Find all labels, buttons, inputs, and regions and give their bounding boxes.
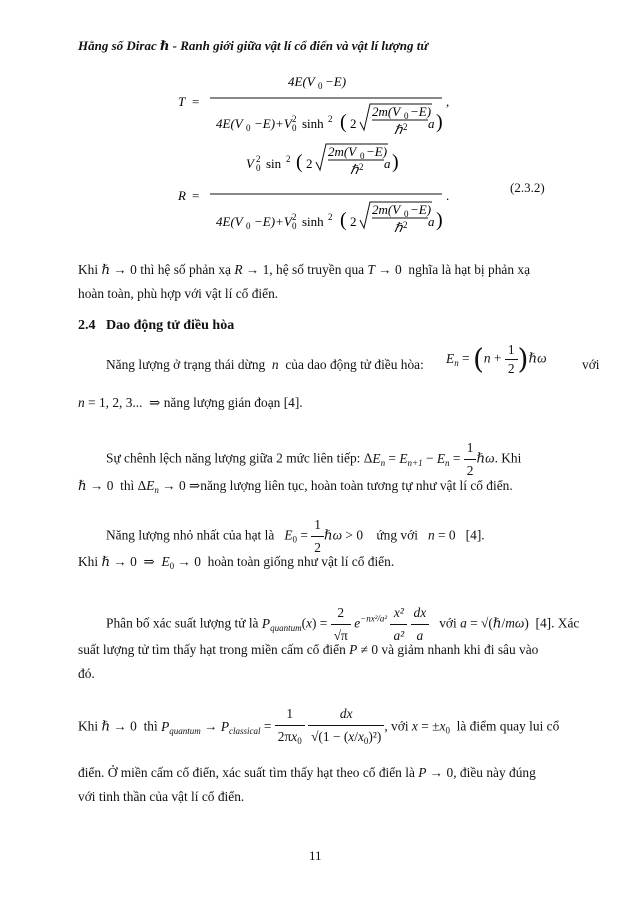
svg-text:a: a	[384, 156, 391, 171]
svg-text:2: 2	[328, 212, 333, 222]
svg-text:sinh: sinh	[302, 116, 324, 131]
svg-text:0: 0	[292, 221, 297, 231]
svg-text:2: 2	[350, 214, 357, 229]
svg-text:−E): −E)	[410, 104, 432, 119]
svg-text:(: (	[340, 209, 347, 231]
svg-text:R: R	[178, 188, 186, 203]
svg-text:4E(V: 4E(V	[288, 74, 315, 89]
svg-text:2: 2	[350, 116, 357, 131]
svg-text:2: 2	[292, 212, 297, 222]
svg-text:a: a	[428, 116, 435, 131]
svg-text:0: 0	[404, 209, 409, 219]
svg-text:4E(V: 4E(V	[216, 116, 243, 131]
svg-text:0: 0	[318, 81, 323, 91]
svg-text:0: 0	[246, 123, 251, 133]
svg-text:a: a	[428, 214, 435, 229]
section-heading: 2.4 Dao động tử điều hòa	[78, 318, 235, 333]
svg-text:0: 0	[256, 163, 261, 173]
svg-text:2: 2	[286, 154, 291, 164]
paragraph-ground-limit: Khi ℏ → 0 ⇒ $E_0 \to 0$ hoàn toàn giống như vật lí cổ điển.	[78, 554, 395, 571]
paragraph-probability: Phân bố xác suất lượng tử là $P_{quantum}(x)$ = $\frac{2}{√\pi}$ $e^{-nx^2/a^2}$ $\frac{\text{x²}}{\text{a²}}$ $\frac{dx}{a}$ với a = √(ℏ/mω) [4]. Xác	[106, 605, 580, 643]
svg-text:,: ,	[446, 94, 450, 109]
svg-text:sin: sin	[266, 156, 282, 171]
svg-text:2: 2	[328, 114, 333, 124]
svg-text:2: 2	[403, 122, 408, 132]
svg-text:=: =	[192, 94, 200, 109]
paragraph-limit-reflection-end: hoàn toàn, phù hợp với vật lí cổ điển.	[78, 286, 279, 301]
svg-text:−E): −E)	[410, 202, 432, 217]
paragraph-forbidden-end: đó.	[78, 666, 95, 681]
svg-text:V: V	[246, 156, 254, 171]
paragraph-classical-end: với tinh thần của vật lí cổ điển.	[78, 789, 245, 804]
svg-text:.: .	[446, 188, 450, 203]
running-header: Hằng số Dirac ℏ - Ranh giới giữa vật lí cổ điển và vật lí lượng tử	[78, 38, 429, 53]
transmission-reflection-equations	[170, 60, 470, 250]
svg-text:0: 0	[292, 123, 297, 133]
paragraph-energy-continuous: ℏ → 0 thì $\Delta E_n \to 0$ ⇒năng lượng liên tục, hoàn toàn tương tự như vật lí cổ điển.	[78, 478, 513, 495]
svg-text:−E)+V: −E)+V	[254, 116, 292, 131]
paragraph-classical-zero: điển. Ở miền cấm cổ điển, xác suất tìm thấy hạt theo cổ điển là P → 0, điều này đúng	[78, 765, 536, 780]
svg-text:): )	[436, 209, 443, 231]
svg-text:ℏ: ℏ	[394, 220, 403, 235]
energy-level-formula: $E_n = (n$ + $\frac{1}{2}$ )ℏω	[446, 342, 547, 376]
svg-text:0: 0	[404, 111, 409, 121]
paragraph-forbidden-region: suất lượng tử tìm thấy hạt trong miền cấm cổ điển P ≠ 0 và giảm nhanh khi đi sâu vào	[78, 642, 539, 657]
paragraph-energy-levels: Năng lượng ở trạng thái dừng n của dao động tử điều hòa:	[106, 357, 424, 372]
paragraph-limit-reflection: Khi ℏ → 0 thì hệ số phản xạ R → 1, hệ số truyền qua T → 0 nghĩa là hạt bị phản xạ	[78, 262, 531, 277]
svg-text:0: 0	[360, 151, 365, 161]
svg-text:2: 2	[256, 154, 261, 164]
svg-text:(: (	[340, 111, 347, 133]
equation-number: (2.3.2)	[510, 180, 545, 195]
svg-text:2m(V: 2m(V	[372, 104, 401, 119]
svg-text:−E): −E)	[366, 144, 388, 159]
svg-text:=: =	[192, 188, 200, 203]
svg-text:2m(V: 2m(V	[328, 144, 357, 159]
svg-text:2: 2	[292, 114, 297, 124]
svg-text:−E)+V: −E)+V	[254, 214, 292, 229]
svg-text:0: 0	[246, 221, 251, 231]
svg-text:ℏ: ℏ	[350, 162, 359, 177]
svg-text:4E(V: 4E(V	[216, 214, 243, 229]
svg-text:): )	[392, 151, 399, 173]
svg-text:T: T	[178, 94, 186, 109]
svg-text:ℏ: ℏ	[394, 122, 403, 137]
svg-text:2: 2	[403, 220, 408, 230]
word-with: với	[582, 357, 600, 372]
page-number: 11	[309, 848, 322, 863]
svg-text:(: (	[296, 151, 303, 173]
paragraph-ground-energy: Năng lượng nhỏ nhất của hạt là $E_0$ = $\frac{1}{2}$ ℏω > 0 ứng với n = 0 [4].	[106, 517, 485, 555]
paragraph-energy-gap: Sự chênh lệch năng lượng giữa 2 mức liên tiếp: $\Delta E_n = E_{n+1} - E_n$ = $\frac{1}{2}$ ℏω. Khi	[106, 440, 522, 478]
svg-text:−E): −E)	[325, 74, 347, 89]
svg-text:): )	[436, 111, 443, 133]
svg-text:2: 2	[359, 162, 364, 172]
svg-text:2: 2	[306, 156, 313, 171]
svg-text:sinh: sinh	[302, 214, 324, 229]
paragraph-energy-discrete: n = 1, 2, 3... ⇒ năng lượng gián đoạn [4].	[78, 395, 303, 410]
paragraph-classical-limit: Khi ℏ → 0 thì $P_{quantum} \to P_{classical}$ = $\frac{1}{2\pi x_0}$ $\frac{dx}{√(1 - (x/x_0)^2)}$ , với $x = \pm x_0$ là điểm quay lui cổ	[78, 706, 560, 746]
svg-text:2m(V: 2m(V	[372, 202, 401, 217]
